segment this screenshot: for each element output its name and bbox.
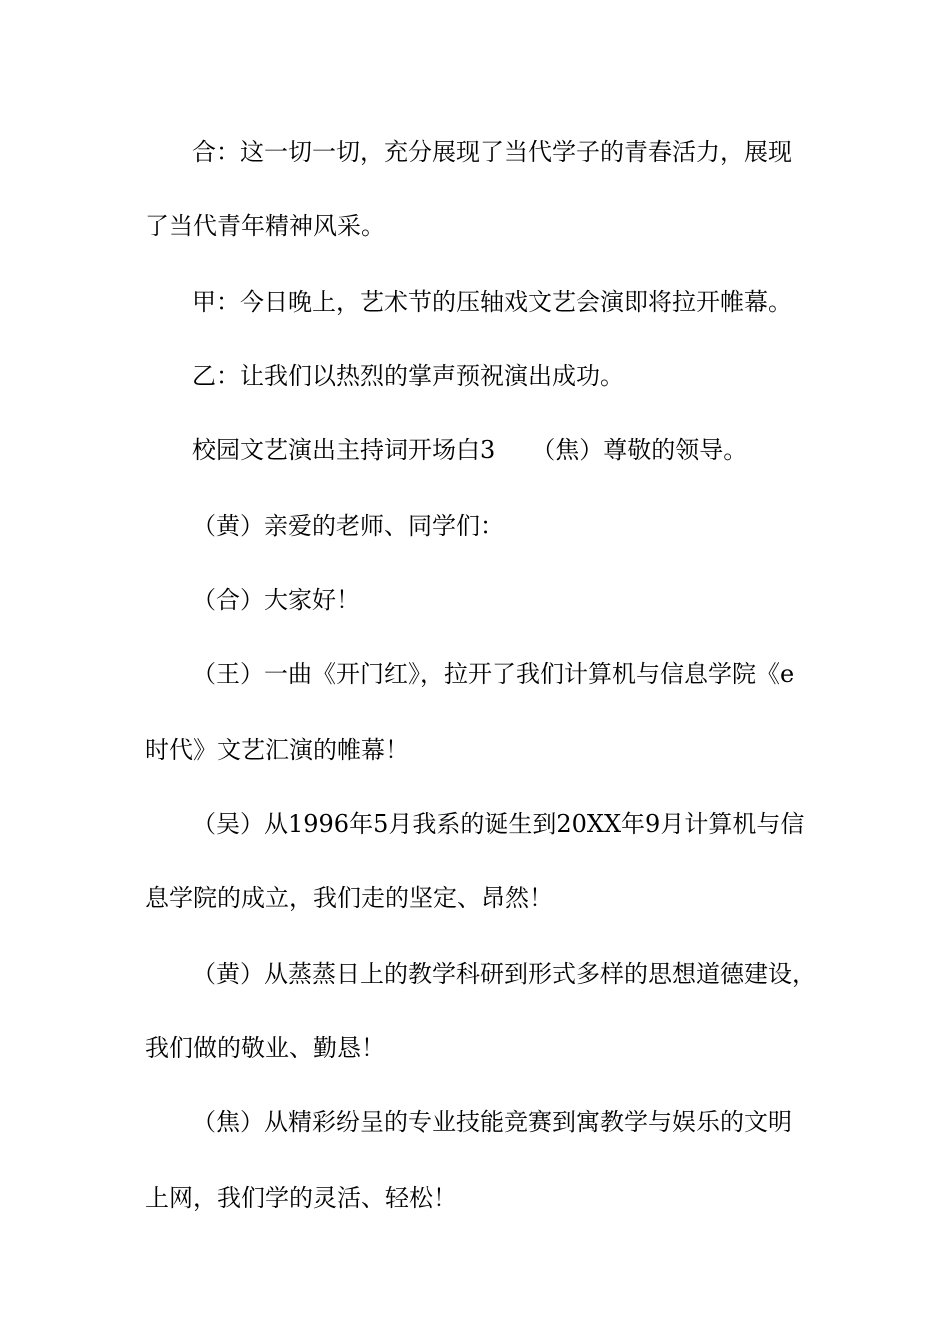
paragraph-line: 校园文艺演出主持词开场白3 （焦）尊敬的领导。 bbox=[192, 436, 748, 464]
paragraph-line: 息学院的成立，我们走的坚定、昂然！ bbox=[145, 884, 553, 912]
paragraph-line: （吴）从1996年5月我系的诞生到20XX年9月计算机与信 bbox=[192, 810, 805, 838]
paragraph-line: 合：这一切一切，充分展现了当代学子的青春活力，展现 bbox=[192, 138, 792, 166]
paragraph-line: （黄）亲爱的老师、同学们： bbox=[192, 512, 504, 540]
paragraph-line: 甲：今日晚上，艺术节的压轴戏文艺会演即将拉开帷幕。 bbox=[192, 288, 792, 316]
paragraph-line: （合）大家好！ bbox=[192, 586, 360, 614]
paragraph-line: （王）一曲《开门红》，拉开了我们计算机与信息学院《e bbox=[192, 660, 795, 688]
paragraph-line: 我们做的敬业、勤恳！ bbox=[145, 1034, 385, 1062]
paragraph-line: 了当代青年精神风采。 bbox=[145, 212, 385, 240]
paragraph-line: （黄）从蒸蒸日上的教学科研到形式多样的思想道德建设， bbox=[192, 960, 816, 988]
paragraph-line: （焦）从精彩纷呈的专业技能竞赛到寓教学与娱乐的文明 bbox=[192, 1108, 792, 1136]
paragraph-line: 上网，我们学的灵活、轻松！ bbox=[145, 1184, 457, 1212]
paragraph-line: 乙：让我们以热烈的掌声预祝演出成功。 bbox=[192, 362, 624, 390]
paragraph-line: 时代》文艺汇演的帷幕！ bbox=[145, 736, 409, 764]
